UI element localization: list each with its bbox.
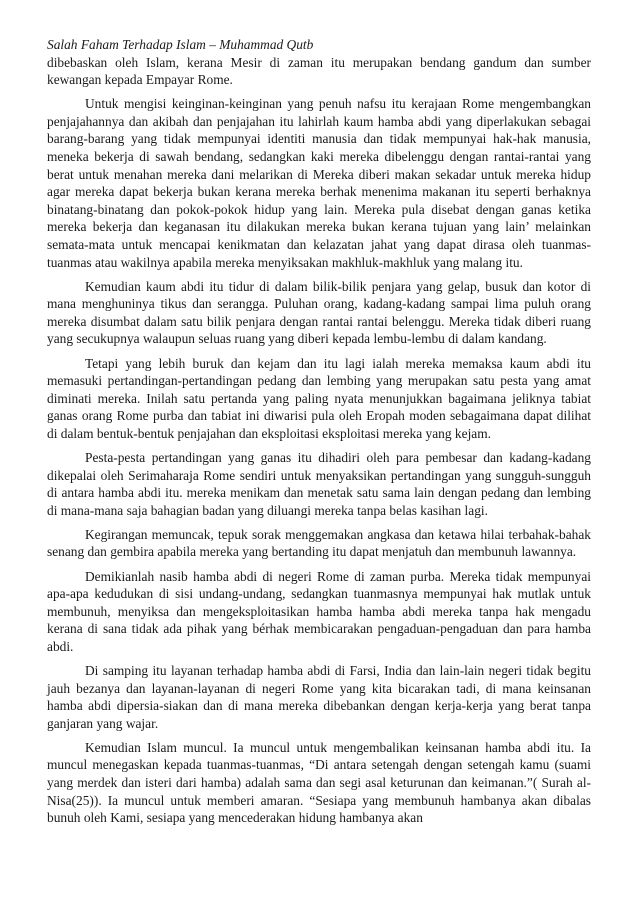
paragraph: Di samping itu layanan terhadap hamba abdi di Farsi, India dan lain-lain negeri tidak begitu jauh bezanya dan layanan-layanan di negeri Rome yang kita bicarakan tadi, di mana keinsanan hamba abdi dipersia-siakan dan di mana mereka dibebankan dengan kerja-kerja yang berat tanpa ganjaran yang wajar. bbox=[47, 663, 591, 731]
paragraph: Kegirangan memuncak, tepuk sorak menggemakan angkasa dan ketawa hilai terbahak-bahak senang dan gembira apabila mereka yang bertanding itu dapat menjatuh dan membunuh lawannya. bbox=[47, 526, 591, 560]
body-text bbox=[47, 54, 591, 827]
paragraph: Pesta-pesta pertandingan yang ganas itu dihadiri oleh para pembesar dan kadang-kadang dikepalai oleh Serimaharaja Rome sendiri untuk menyaksikan pertandingan yang sungguh-sungguh di antara hamba abdi itu. mereka menikam dan menetak satu sama lain dengan pedang dan lembing di mana-mana saja bahagian badan yang diluangi mereka tanpa belas kasihan lagi. bbox=[47, 449, 591, 518]
running-header: Salah Faham Terhadap Islam – Muhammad Qutb bbox=[47, 37, 314, 52]
paragraph: Demikianlah nasib hamba abdi di negeri Rome di zaman purba. Mereka tidak mempunyai apa-apa kedudukan di sisi undang-undang, sedangkan tuanmasnya mempunyai hak mutlak untuk membunuh, menyiksa dan mengeksploitasikan hamba hamba abdi mereka tanpa hak mengadu kerana di sana tidak ada pihak yang bérhak membicarakan pengaduan-pengaduan dan para hamba abdi. bbox=[47, 568, 591, 654]
paragraph: Tetapi yang lebih buruk dan kejam dan itu lagi ialah mereka memaksa kaum abdi itu memasuki pertandingan-pertandingan pedang dan lembing yang merupakan satu pesta yang amat diminati mereka. Inilah satu pertanda yang paling nyata menunjukkan bagaimana jeliknya tabiat ganas orang Rome purba dan tabiat ini diwarisi pula oleh Eropah moden sebagaimana dapat dilihat di dalam bentuk-bentuk penjajahan dan eksploitasi eksploitasi mereka yang kejam. bbox=[47, 355, 591, 441]
paragraph: Kemudian Islam muncul. Ia muncul untuk mengembalikan keinsanan hamba abdi itu. Ia muncul menegaskan kepada tuanmas-tuanmas, “Di antara setengah dengan setengah kamu (suami yang merdek dan isteri dari hamba) adalah sama dan segi asal keturunan dan keimanan.”( Surah al-Nisa(25)). Ia muncul untuk memberi amaran. “Sesiapa yang membunuh hambanya akan dibalas bunuh oleh Kami, sesiapa yang mencederakan hidung hambanya akan bbox=[47, 739, 591, 826]
paragraph: Kemudian kaum abdi itu tidur di dalam bilik-bilik penjara yang gelap, busuk dan kotor di mana menghuninya tikus dan serangga. Puluhan orang, kadang-kadang sampai lima puluh orang mereka disumbat dalam satu bilik penjara dengan rantai rantai belenggu. Mereka tidak diberi ruang yang secukupnya walaupun seluas ruang yang diberi kepada lembu-lembu di dalam kandang. bbox=[47, 278, 591, 347]
paragraph-continued: dibebaskan oleh Islam, kerana Mesir di zaman itu merupakan bendang gandum dan sumber kewangan kepada Empayar Rome. bbox=[47, 54, 591, 88]
paragraph: Untuk mengisi keinginan-keinginan yang penuh nafsu itu kerajaan Rome mengembangkan penjajahannya dan akibah dan penjajahan itu lahirlah kaum hamba abdi yang diperlakukan sebagai barang-barang yang tidak mempunyai identiti manusia dan tidak mempunyai hak-hak manusia, meneka bekerja di sawah bendang, sedangkan kaki mereka dibelenggu dengan rantai-rantai yang berat untuk menahan mereka dani melarikan di Mereka diberi makan sekadar untuk mereka hidup agar mereka dapat bekerja bukan kerana mereka berhak menenima makanan itu seperti berhaknya binatang-binatang dan pokok-pokok hidup yang lain. Mereka pula disebat dengan ganas ketika mereka bekerja dan keganasan itu dilakukan mereka bukan kerana tujuan yang lain’ melainkan semata-mata untuk mencapai kenikmatan dan kelazatan jahat yang dapat dirasa oleh tuanmas-tuanmas atau wakilnya apabila mereka menyiksakan makhluk-makhluk yang malang itu. bbox=[47, 96, 591, 270]
